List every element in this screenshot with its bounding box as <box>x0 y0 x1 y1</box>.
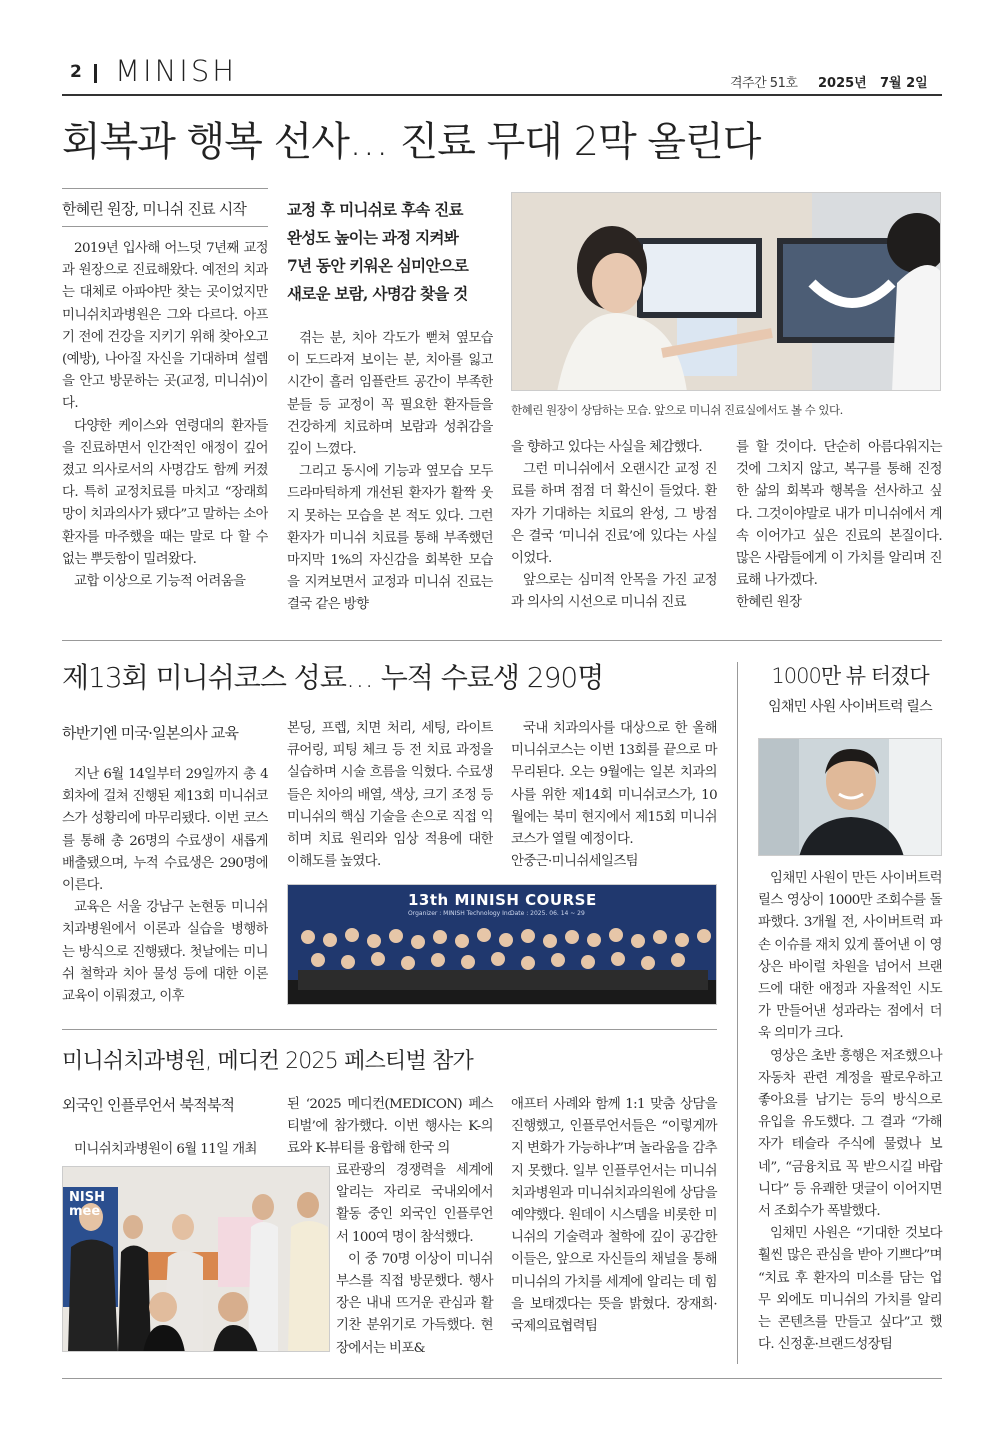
paragraph: 교합 이상으로 기능적 어려움을 <box>74 574 246 590</box>
brand-name: MINISH <box>115 54 238 88</box>
paragraph: 본딩, 프렙, 치면 처리, 세팅, 라이트 큐어링, 피팅 체크 등 전 치료 과정을 실습하며 시술 흐름을 익혔다. 수료생들은 치아의 배열, 색상, 크기 조정 등 미니쉬의 핵심 기술을 손으로 직접 익히며 치료 원리와 임상 적용에 대한 이해도를 높였다. <box>287 721 493 870</box>
paragraph: 를 할 것이다. 단순히 아름다워지는 것에 그치지 않고, 복구를 통해 진정한 삶의 회복과 행복을 선사하고 싶다. 그것이야말로 내가 미니쉬에서 계속 이어가고 싶은 진료의 본질이다. 많은 사람들에게 이 가치를 알리며 진료해 나가겠다. <box>736 440 942 589</box>
paragraph: 다양한 케이스와 연령대의 환자들을 진료하면서 인간적인 애정이 깊어졌고 의사로서의 사명감도 함께 커졌다. 특히 교정치료를 마치고 “장래희망이 치과의사가 됐다”고 말하는 소아 환자를 마주했을 때는 말로 다 할 수 없는 뿌듯함이 밀려왔다. <box>62 418 268 567</box>
footer-rule <box>62 1378 942 1379</box>
paragraph: 앞으로는 심미적 안목을 가진 교정과 의사의 시선으로 미니쉬 진료 <box>511 573 717 611</box>
article4-subhead: 외국인 인플루언서 북적북적 <box>62 1096 235 1114</box>
paragraph: 을 향하고 있다는 사실을 체감했다. <box>511 440 702 455</box>
article1-headline: 회복과 행복 선사… 진료 무대 2막 올린다 <box>62 119 761 165</box>
course-banner-title: 13th MINISH COURSE <box>408 891 597 909</box>
sidebar-divider <box>737 662 738 1364</box>
paragraph: 겪는 분, 치아 각도가 뻗쳐 옆모습이 도드라져 보이는 분, 치아를 잃고 시간이 흘러 임플란트 공간이 부족한 분들 등 교정이 꼭 필요한 환자들을 건강하게 치료하며 보람과 성취감을 깊이 느꼈다. <box>287 331 493 458</box>
consultation-scene-illustration <box>512 193 941 391</box>
portrait-illustration <box>759 739 942 856</box>
section-rule-1 <box>62 640 942 641</box>
paragraph: 그런 미니쉬에서 오랜시간 교정 진료를 하며 점점 더 확신이 들었다. 환자가 기대하는 치료의 완성, 그 방점은 결국 ‘미니쉬 진료’에 있다는 사실이었다. <box>511 462 717 567</box>
paragraph: 이 중 70명 이상이 미니쉬 부스를 직접 방문했다. 행사장은 내내 뜨거운 관심과 활기찬 분위기로 가득했다. 현장에서는 비포& <box>336 1251 493 1356</box>
paragraph: 료관광의 경쟁력을 세계에 알리는 자리로 국내외에서 활동 중인 외국인 인플루언서 100여 명이 참석했다. <box>336 1163 493 1245</box>
paragraph: 미니쉬치과병원이 6월 11일 개최 <box>74 1142 257 1157</box>
article1-subhead: 한혜린 원장, 미니쉬 진료 시작 <box>62 200 247 218</box>
header-divider-bar <box>94 64 97 83</box>
course-banner-organizer: Organizer : MINISH Technology Inc. <box>408 910 513 917</box>
article1-column-3 <box>511 437 717 617</box>
article2-column-3 <box>511 718 717 873</box>
paragraph: 임채민 사원은 “기대한 것보다 훨씬 많은 관심을 받아 기쁘다”며 “치료 후 환자의 미소를 담는 업무 외에도 미니쉬의 가치를 알리는 콘텐츠를 만들고 싶다”고 했다. 신정훈·브랜드성장팀 <box>758 1226 942 1353</box>
article3-headline: 1000만 뷰 터졌다 <box>771 664 929 688</box>
pullquote-line: 완성도 높이는 과정 지켜봐 <box>287 228 459 247</box>
article2-subhead: 하반기엔 미국·일본의사 교육 <box>62 724 239 742</box>
article2-column-1 <box>62 764 268 1012</box>
article1-subhead-rule-top <box>62 188 268 189</box>
paragraph: 교육은 서울 강남구 논현동 미니쉬치과병원에서 이론과 실습을 병행하는 방식으로 진행됐다. 첫날에는 미니쉬 철학과 치아 물성 등에 대한 이론 교육이 이뤄졌고, 이후 <box>62 900 268 1005</box>
paragraph: 된 ‘2025 메디컨(MEDICON) 페스티벌’에 참가했다. 이번 행사는 K-의료와 K-뷰티를 융합해 한국 의 <box>287 1097 493 1157</box>
article4-booth-photo <box>62 1166 330 1352</box>
paragraph: 그리고 동시에 기능과 옆모습 모두 드라마틱하게 개선된 환자가 활짝 웃지 못하는 모습을 본 적도 있다. 그런 환자가 미니쉬 치료를 통해 부족했던 마지막 1%의 자신감을 회복한 모습을 지켜보면서 교정과 미니쉬 진료는 결국 같은 방향 <box>287 464 493 613</box>
issue-number: 격주간 51호 <box>730 76 798 91</box>
article3-body <box>758 868 942 1356</box>
article4-intro <box>62 1139 268 1161</box>
article3-subhead: 임채민 사원 사이버트럭 릴스 <box>768 699 932 715</box>
article4-headline: 미니쉬치과병원, 메디컨 2025 페스티벌 참가 <box>62 1049 473 1074</box>
paragraph: 국내 치과의사를 대상으로 한 올해 미니쉬코스는 이번 13회를 끝으로 마무리된다. 오는 9월에는 일본 치과의사를 위한 제14회 미니쉬코스가, 10월에는 북미 현지에서 제15회 미니쉬코스가 열릴 예정이다. <box>511 721 717 848</box>
paragraph: 임채민 사원이 만든 사이버트럭 릴스 영상이 1000만 조회수를 돌파했다. 3개월 전, 사이버트럭 파손 이슈를 재치 있게 풀어낸 이 영상은 바이럴 차원을 넘어서 브랜드에 대한 애정과 자율적인 시도가 만들어낸 성과라는 점에서 더욱 의미가 크다. <box>758 871 942 1042</box>
article3-portrait-photo <box>758 738 942 856</box>
article1-byline: 한혜린 원장 <box>736 595 802 611</box>
article1-pullquote <box>287 196 497 308</box>
section-rule-2 <box>62 1029 717 1030</box>
booth-sign-text: NISH mee <box>69 1190 105 1219</box>
article1-subhead-rule-bottom <box>62 226 268 227</box>
paragraph: 영상은 초반 흥행은 저조했으나 자동차 관련 계정을 팔로우하고 좋아요를 남기는 등의 방식으로 유입을 유도했다. 그 결과 “가해자가 테슬라 주식에 물렸나 보네”, “금융치료 꼭 받으시길 바랍니다” 등 유쾌한 댓글이 이어지면서 조회수가 폭발했다. <box>758 1048 942 1220</box>
pullquote-line: 새로운 보람, 사명감 찾을 것 <box>287 284 468 303</box>
article1-column-4 <box>736 437 942 615</box>
article1-photo-doctor-consultation <box>511 192 941 391</box>
page-number: 2 <box>70 62 82 82</box>
paragraph: 지난 6월 14일부터 29일까지 총 4회차에 걸쳐 진행된 제13회 미니쉬코스가 성황리에 마무리됐다. 이번 코스를 통해 총 26명의 수료생이 새롭게 배출됐으며, 누적 수료생은 290명에 이른다. <box>62 767 268 894</box>
paragraph: 2019년 입사해 어느덧 7년째 교정과 원장으로 진료해왔다. 예전의 치과는 대체로 아파야만 찾는 곳이었지만 미니쉬치과병원은 그와 다르다. 아프기 전에 건강을 지키기 위해 찾아오고(예방), 나아질 자신을 기대하며 설렘을 안고 방문하는 곳(교정, 미니쉬)이다. <box>62 241 268 412</box>
article4-column-3 <box>511 1094 717 1338</box>
article4-column-2a <box>287 1094 493 1161</box>
article1-photo-caption: 한혜린 원장이 상담하는 모습. 앞으로 미니쉬 진료실에서도 볼 수 있다. <box>511 403 843 417</box>
pullquote-line: 교정 후 미니쉬로 후속 진료 <box>287 200 463 219</box>
paragraph: 애프터 사례와 함께 1:1 맞춤 상담을 진행했고, 인플루언서들은 “이렇게까지 변화가 가능하냐”며 놀라움을 감추지 못했다. 일부 인플루언서는 미니쉬치과병원과 미니쉬치과의원에 상담을 예약했다. 원데이 시스템을 비롯한 미니쉬의 기술력과 철학에 깊이 공감한 이들은, 앞으로 자신들의 채널을 통해 미니쉬의 가치를 세계에 알리는 데 힘을 보태겠다는 뜻을 밝혔다. 장재희·국제의료협력팀 <box>511 1097 717 1335</box>
header-rule <box>62 94 942 96</box>
article2-byline: 안중근·미니쉬세일즈팀 <box>511 854 639 870</box>
issue-date: 7월 2일 <box>880 76 928 91</box>
article1-column-2 <box>287 328 493 618</box>
article2-group-photo <box>287 884 717 1005</box>
course-banner-date: Date : 2025. 06. 14 ~ 29 <box>510 910 585 917</box>
article1-column-1 <box>62 238 268 618</box>
issue-year: 2025년 <box>818 76 867 91</box>
pullquote-line: 7년 동안 키워온 심미안으로 <box>287 256 469 275</box>
article4-column-2b <box>336 1160 493 1360</box>
article2-headline: 제13회 미니쉬코스 성료… 누적 수료생 290명 <box>62 661 604 694</box>
article2-column-2 <box>287 718 493 876</box>
